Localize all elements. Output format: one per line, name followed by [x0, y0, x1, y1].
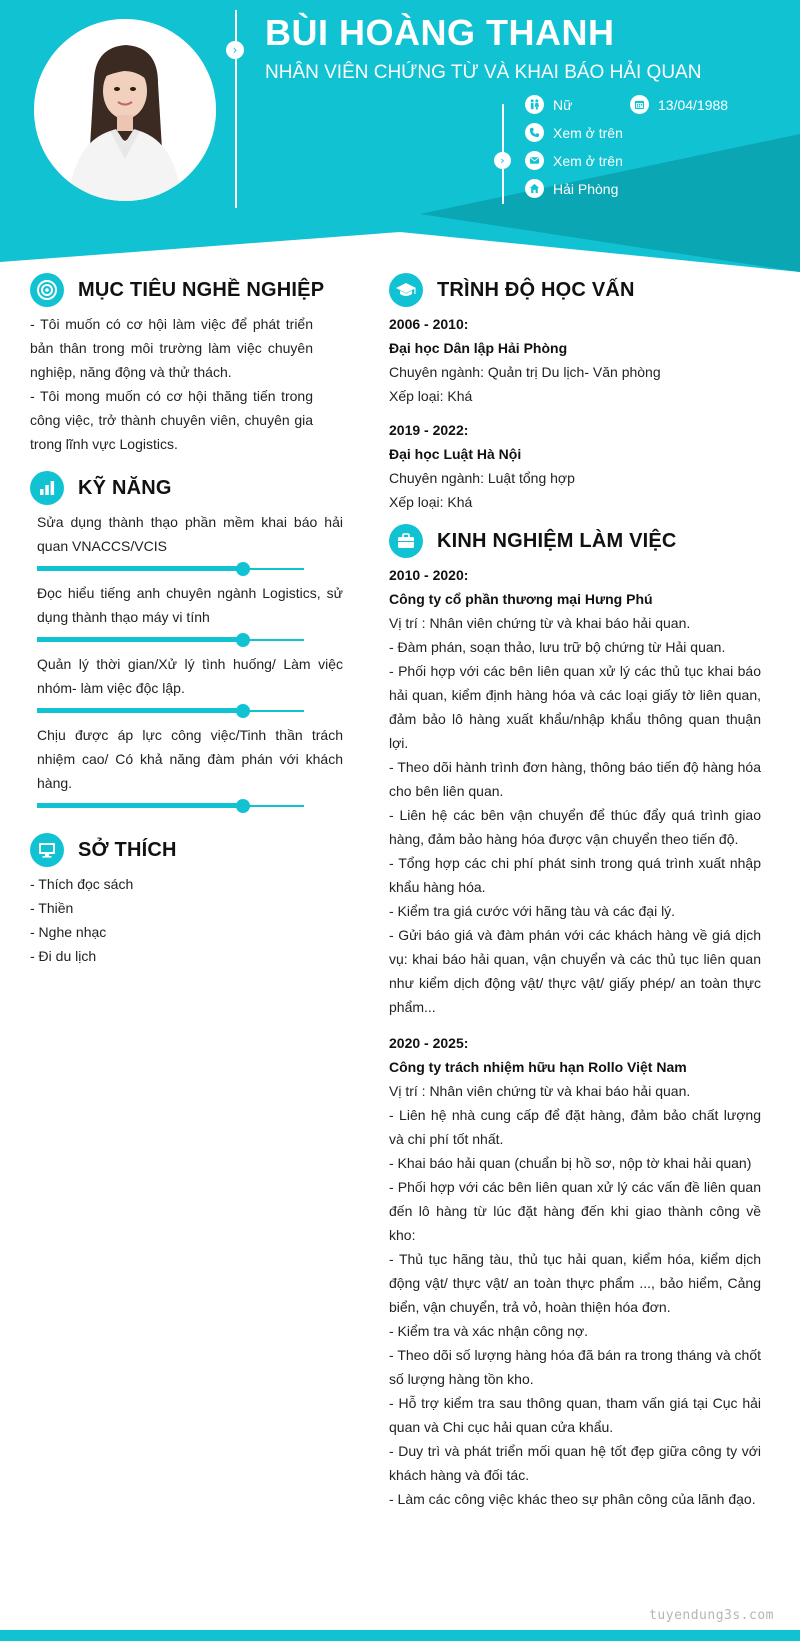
- skill-level-bar: [37, 563, 304, 575]
- email-value: Xem ở trên: [553, 152, 623, 169]
- experience-line: - Phối hợp với các bên liên quan xử lý các thủ tục khai báo hải quan, kiểm định hàng hóa và các loại giấy tờ liên quan, đảm bảo lô hàng xuất khẩu/nhập khẩu thông quan thuận lợi.: [389, 663, 761, 751]
- gender-value: Nữ: [553, 96, 573, 113]
- chevron-right-icon: ›: [494, 152, 511, 169]
- chevron-right-icon: ›: [226, 41, 244, 59]
- skill-level-bar: [37, 800, 304, 812]
- skill-level-knob: [236, 633, 250, 647]
- skill-label: Đọc hiểu tiếng anh chuyên ngành Logistics, sử dụng thành thạo máy vi tính: [37, 585, 343, 625]
- experience-line: - Phối hợp với các bên liên quan xử lý các vấn đề liên quan đến lô hàng từ lúc đặt hàng đến khi giao thành công về kho:: [389, 1179, 761, 1243]
- gender-icon: [525, 95, 544, 114]
- education-heading: [389, 273, 635, 307]
- address-info: [525, 179, 618, 198]
- experience-line: - Khai báo hải quan (chuẩn bị hồ sơ, nộp tờ khai hải quan): [389, 1155, 752, 1171]
- education-grade: Xếp loại: Khá: [389, 494, 473, 510]
- experience-line: Vị trí : Nhân viên chứng từ và khai báo hải quan.: [389, 1083, 691, 1099]
- company-name: Công ty cổ phần thương mại Hưng Phú: [389, 591, 653, 607]
- objective-heading: [30, 273, 324, 307]
- education-entry: [389, 312, 761, 408]
- experience-heading: [389, 524, 677, 558]
- objective-title: MỤC TIÊU NGHỀ NGHIỆP: [78, 278, 325, 301]
- birthday-info: [630, 95, 728, 114]
- skill-item: [37, 581, 343, 646]
- company-name: Công ty trách nhiệm hữu hạn Rollo Việt Nam: [389, 1059, 687, 1075]
- experience-line: - Theo dõi hành trình đơn hàng, thông báo tiến độ hàng hóa cho bên liên quan.: [389, 759, 761, 799]
- phone-value: Xem ở trên: [553, 124, 623, 141]
- education-major: Chuyên ngành: Luật tổng hợp: [389, 470, 575, 486]
- experience-title: KINH NGHIỆM LÀM VIỆC: [437, 529, 677, 552]
- footer-bar: [0, 1630, 800, 1641]
- list-item: - Nghe nhạc: [30, 924, 107, 940]
- experience-line: - Theo dõi số lượng hàng hóa đã bán ra trong tháng và chốt số lượng hàng tồn kho.: [389, 1347, 761, 1387]
- objective-paragraph: - Tôi muốn có cơ hội làm việc để phát triển bản thân trong môi trường làm việc chuyên nghiệp, năng động và thử thách.: [30, 316, 313, 380]
- experience-line: - Làm các công việc khác theo sự phân công của lãnh đạo.: [389, 1491, 756, 1507]
- skill-label: Chịu được áp lực công việc/Tinh thần trách nhiệm cao/ Có khả năng đàm phán với khách hàng.: [37, 727, 343, 791]
- skill-level-knob: [236, 799, 250, 813]
- experience-period: 2020 - 2025:: [389, 1035, 469, 1051]
- bar-chart-icon: [30, 471, 64, 505]
- monitor-icon: [30, 833, 64, 867]
- education-major: Chuyên ngành: Quản trị Du lịch- Văn phòng: [389, 364, 661, 380]
- experience-line: - Kiểm tra và xác nhận công nợ.: [389, 1323, 589, 1339]
- candidate-name: BÙI HOÀNG THANH: [265, 12, 615, 53]
- skills-title: KỸ NĂNG: [78, 476, 172, 499]
- education-grade: Xếp loại: Khá: [389, 388, 473, 404]
- objective-text: [30, 312, 313, 456]
- skill-level-bar: [37, 705, 304, 717]
- skill-label: Quản lý thời gian/Xử lý tình huống/ Làm việc nhóm- làm việc độc lập.: [37, 656, 343, 696]
- address-value: Hải Phòng: [553, 180, 619, 197]
- birthday-value: 13/04/1988: [658, 96, 729, 113]
- skill-level-knob: [236, 562, 250, 576]
- calendar-icon: [630, 95, 649, 114]
- hobbies-title: SỞ THÍCH: [78, 838, 177, 861]
- graduation-cap-icon: [389, 273, 423, 307]
- cv-header: [0, 0, 800, 280]
- phone-info: [525, 123, 623, 142]
- skills-heading: [30, 471, 172, 505]
- phone-icon: [525, 123, 544, 142]
- list-item: - Đi du lịch: [30, 948, 97, 964]
- experience-line: - Liên hệ nhà cung cấp để đặt hàng, đảm bảo chất lượng và chi phí tốt nhất.: [389, 1107, 761, 1147]
- home-icon: [525, 179, 544, 198]
- experience-entry: [389, 1031, 761, 1511]
- watermark: tuyendung3s.com: [649, 1608, 774, 1623]
- email-info: [525, 151, 623, 170]
- avatar-portrait: [34, 19, 216, 201]
- experience-line: - Gửi báo giá và đàm phán với các khách hàng về giá dịch vụ: khai báo hải quan, vận chuyển và các thủ tục liên quan như kiểm dịch động vật/ thực vật/ giấy phép/ an toàn thực phẩm...: [389, 927, 761, 1015]
- avatar: [34, 19, 216, 201]
- header-divider: [235, 10, 237, 208]
- school-name: Đại học Dân lập Hải Phòng: [389, 340, 568, 356]
- hobbies-list: [30, 872, 133, 968]
- experience-period: 2010 - 2020:: [389, 567, 469, 583]
- list-item: - Thích đọc sách: [30, 876, 134, 892]
- experience-line: - Duy trì và phát triển mối quan hệ tốt đẹp giữa công ty với khách hàng và đối tác.: [389, 1443, 761, 1483]
- experience-line: - Thủ tục hãng tàu, thủ tục hải quan, kiểm hóa, kiểm dịch động vật/ thực vật/ an toàn thực phẩm ..., bảo hiểm, Cảng biển, vận chuyển, trả vỏ, hoàn thiện hóa đơn.: [389, 1251, 761, 1315]
- experience-line: - Hỗ trợ kiểm tra sau thông quan, tham vấn giá tại Cục hải quan và Chi cục hải quan cửa khẩu.: [389, 1395, 761, 1435]
- skill-level-bar: [37, 634, 304, 646]
- target-icon: [30, 273, 64, 307]
- experience-line: - Kiểm tra giá cước với hãng tàu và các đại lý.: [389, 903, 676, 919]
- experience-line: - Tổng hợp các chi phí phát sinh trong quá trình xuất nhập khẩu hàng hóa.: [389, 855, 761, 895]
- experience-line: Vị trí : Nhân viên chứng từ và khai báo hải quan.: [389, 615, 691, 631]
- skill-item: [37, 510, 343, 575]
- experience-line: - Liên hệ các bên vận chuyển để thúc đẩy quá trình giao hàng, đảm bảo hàng hóa được vận chuyển theo tiến độ.: [389, 807, 761, 847]
- skill-label: Sửa dụng thành thạo phần mềm khai báo hải quan VNACCS/VCIS: [37, 514, 343, 554]
- education-entry: [389, 418, 761, 514]
- education-period: 2006 - 2010:: [389, 316, 469, 332]
- experience-line: - Đàm phán, soạn thảo, lưu trữ bộ chứng từ Hải quan.: [389, 639, 726, 655]
- skill-level-knob: [236, 704, 250, 718]
- education-period: 2019 - 2022:: [389, 422, 469, 438]
- education-title: TRÌNH ĐỘ HỌC VẤN: [437, 278, 635, 301]
- skill-item: [37, 723, 343, 812]
- experience-entry: [389, 563, 761, 1019]
- email-icon: [525, 151, 544, 170]
- school-name: Đại học Luật Hà Nội: [389, 446, 522, 462]
- skill-item: [37, 652, 343, 717]
- job-title: NHÂN VIÊN CHỨNG TỪ VÀ KHAI BÁO HẢI QUAN: [265, 62, 702, 83]
- gender-info: [525, 95, 572, 114]
- hobbies-heading: [30, 833, 177, 867]
- list-item: - Thiền: [30, 900, 74, 916]
- briefcase-icon: [389, 524, 423, 558]
- objective-paragraph: - Tôi mong muốn có cơ hội thăng tiến trong công việc, trở thành chuyên viên, chuyên gia trong lĩnh vực Logistics.: [30, 388, 313, 452]
